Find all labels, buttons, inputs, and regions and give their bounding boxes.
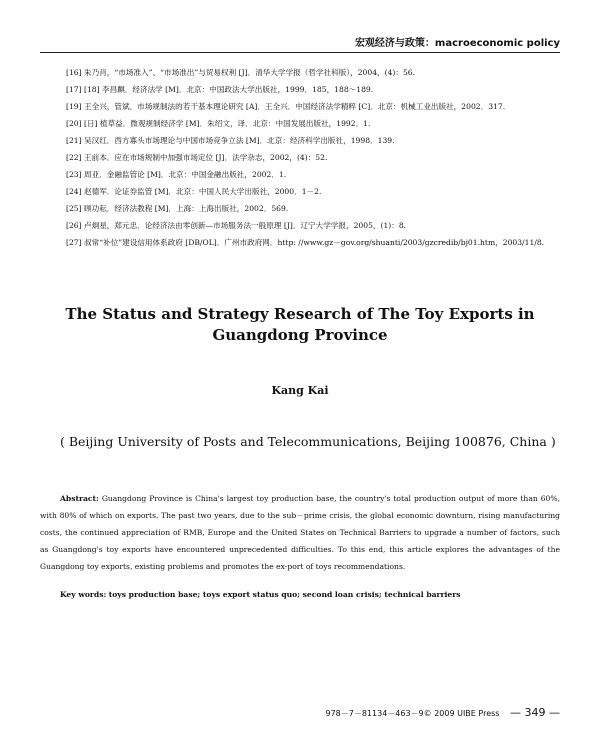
author-name: Kang Kai [271, 384, 329, 397]
keywords-label: Key words: [60, 590, 107, 599]
reference-item: [21] 吴汉红．西方寡头市场理论与中国市场竞争立法 [M]．北京：经济科学出版社，1998．139. [66, 136, 395, 145]
reference-item: [22] 王前本．应在市场规制中加强市场定位 [J]．法学杂志，2002，(4)：52. [66, 153, 328, 162]
footer-isbn: 978－7－81134－463－9© 2009 UIBE Press [325, 709, 500, 718]
reference-item: [25] 顾功耘．经济法教程 [M]．上海：上海出版社，2002．569. [66, 204, 289, 213]
running-header: 宏观经济与政策：macroeconomic policy [354, 38, 560, 49]
reference-list [40, 64, 560, 251]
abstract-text: Guangdong Province is China's largest toy production base, the country's total production output of more than 60%, with 80% of which on exports. The past two years, due to the sub－prime crisis, the global economic downturn, rising manufacturing costs, the continued appreciation of RMB, Europe and the United States on Technical Barriers to upgrade a number of factors, such as Guangdong's toy exports have encountered unprecedented difficulties. To this end, this article explores the advantages of the Guangdong toy exports, existing problems and promotes the ex-port of toys recommendations. [40, 494, 560, 571]
reference-item: [19] 王全兴，管斌．市场规制法的若干基本理论研究 [A]．王全兴．中国经济法学精粹 [C]．北京：机械工业出版社，2002．317. [66, 102, 506, 111]
header-rule [40, 52, 560, 53]
keywords [40, 586, 560, 603]
author-affiliation: ( Beijing University of Posts and Telecommunications, Beijing 100876, China ) [60, 434, 556, 449]
reference-item: [27] 叔常“补位”建设信用体系政府 [DB/OL]．广州市政府网．http: //www.gz－gov.org/shuanti/2003/gzcredib/bj01.htm，2003/11/8. [66, 238, 545, 247]
abstract [40, 490, 560, 575]
page-footer [325, 706, 560, 719]
keywords-text: toys production base; toys export status quo; second loan crisis; technical barriers [108, 590, 461, 599]
reference-item: [17] [18] 李昌麒．经济法学 [M]．北京：中国政法大学出版社，1999．185，188～189. [66, 85, 374, 94]
abstract-label: Abstract: [60, 494, 99, 503]
paper-title: The Status and Strategy Research of The Toy Exports in Guangdong Province [65, 305, 535, 344]
reference-item: [16] 朱乃肖，“市场准入”、“市场准出”与贸易权利 [J]．清华大学学报（哲学社科版），2004，(4)：56. [66, 68, 416, 77]
page-number: — 349 — [510, 706, 560, 719]
reference-item: [24] 赵德军．论证券监管 [M]．北京：中国人民大学出版社，2000．1－2. [66, 187, 322, 196]
reference-item: [26] 卢炯星，郑元忠．论经济法由零创新—市场服务法一般原理 [J]．辽宁大学学报，2005，(1)：8. [66, 221, 407, 230]
reference-item: [20] [日] 植草益．微观规制经济学 [M]．朱绍文，译．北京：中国发展出版社，1992．1. [66, 119, 371, 128]
reference-item: [23] 周亚．金融监管论 [M]．北京：中国金融出版社，2002．1. [66, 170, 287, 179]
